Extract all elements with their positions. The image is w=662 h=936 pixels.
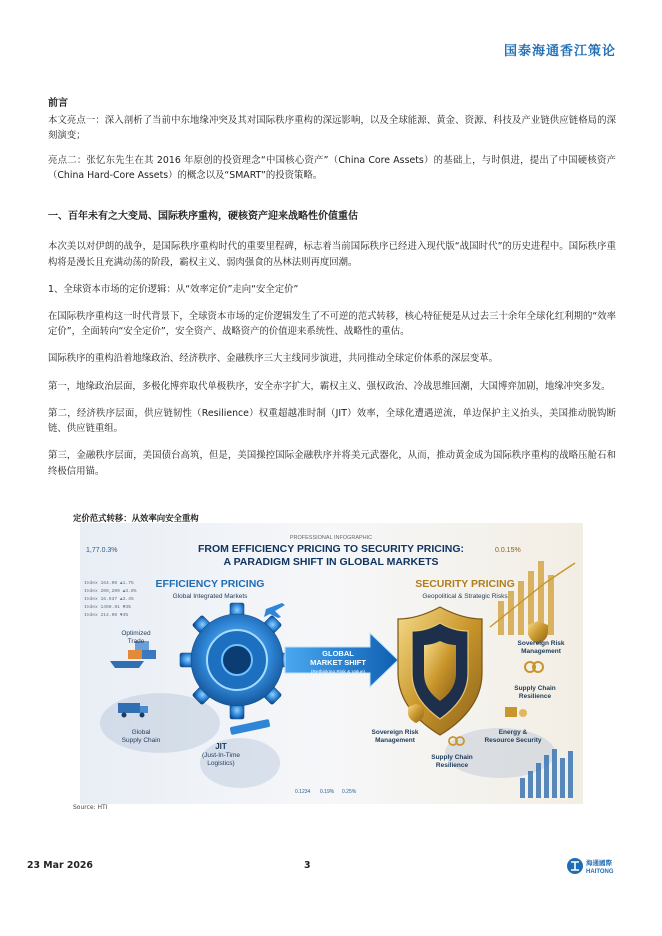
section-intro: 本次美以对伊朗的战争，是国际秩序重构时代的重要里程碑，标志着当前国际秩序已经进入现代版“战国时代”的历史进程中。国际秩序重构将是漫长且充满动荡的阶段，霸权主义、弱肉强食的丛林法则再度回潮。	[48, 241, 616, 268]
figure-title-line2: A PARADIGM SHIFT IN GLOBAL MARKETS	[223, 556, 439, 568]
preface-point-2: 亮点二：张忆东先生在其 2016 年原创的投资理念“中国核心资产”（China Core Assets）的基础上，与时俱进，提出了中国硬核资产（China Hard-Core Assets）的概念以及“SMART”的投资策略。	[48, 154, 616, 181]
label-sovereign-risk: Management	[521, 648, 561, 655]
index-row: Index 200,200 ▲3.8%	[84, 589, 137, 594]
label-supply-chain-resilience: Resilience	[518, 693, 552, 700]
label-sovereign-risk: Management	[375, 737, 415, 744]
figure-tag: PROFESSIONAL INFOGRAPHIC	[289, 535, 373, 541]
preface-heading: 前言	[48, 98, 68, 109]
bottom-tick: 0.1234	[295, 789, 311, 795]
subsection-heading: 1、全球资本市场的定价逻辑：从“效率定价”走向“安全定价”	[48, 283, 299, 295]
ticker-right: 0.0.15%	[495, 547, 521, 554]
efficiency-subtitle: Global Integrated Markets	[172, 593, 248, 600]
security-title: SECURITY PRICING	[415, 578, 515, 590]
label-jit: JIT	[215, 742, 227, 751]
figure-title-line1: FROM EFFICIENCY PRICING TO SECURITY PRICING:	[197, 543, 465, 555]
label-jit: (Just-In-Time	[201, 752, 241, 759]
index-row: Index 214.00 ▼4%	[84, 613, 129, 618]
index-row: Index 1490.91 ▼3%	[84, 605, 131, 610]
label-sovereign-risk: Sovereign Risk	[371, 729, 419, 736]
paragraph-1: 在国际秩序重构这一时代背景下，全球资本市场的定价逻辑发生了不可逆的范式转移，核心特征便是从过去三十余年全球化红利期的“效率定价”，全面转向“安全定价”，安全资产、战略资产的价值迎来系统性、战略性的重估。	[48, 311, 616, 338]
security-subtitle: Geopolitical & Strategic Risks	[422, 593, 508, 600]
infographic	[80, 523, 583, 804]
figure-caption: 定价范式转移：从效率向安全重构	[73, 513, 199, 523]
label-supply-chain-resilience: Supply Chain	[431, 754, 473, 761]
label-optimized-trade: Trade	[127, 638, 145, 645]
ticker-left: 1,77.0.3%	[86, 547, 118, 554]
index-row: Index 16.937 ▲3.4%	[84, 597, 134, 602]
index-row: Index 164.00 ▲1.7%	[84, 581, 134, 586]
label-supply-chain-resilience: Supply Chain	[514, 685, 556, 692]
paragraph-5: 第三，金融秩序层面，美国债台高筑，但是，美国操控国际金融秩序并将美元武器化，从而，推动黄金成为国际秩序重构的战略压舱石和终极信用锚。	[48, 450, 616, 477]
header-title: 国泰海通香江策论	[503, 44, 616, 59]
footer-date: 23 Mar 2026	[27, 860, 93, 871]
label-global-supply-chain: Global	[131, 729, 151, 736]
bottom-tick: 0.25%	[342, 789, 357, 795]
logo-text-cn: 海通國際	[586, 859, 612, 867]
label-global-supply-chain: Supply Chain	[121, 737, 161, 744]
arrow-label: GLOBAL	[322, 649, 354, 658]
paragraph-2: 国际秩序的重构沿着地缘政治、经济秩序、金融秩序三大主线同步演进，共同推动全球定价体系的深层变革。	[48, 353, 499, 365]
label-optimized-trade: Optimized	[121, 630, 151, 637]
label-energy-security: Energy &	[498, 729, 528, 736]
arrow-label: (Rethinking Risk & Value)	[310, 670, 366, 675]
paragraph-3: 第一，地缘政治层面，多极化博弈取代单极秩序，安全赤字扩大，霸权主义、强权政治、冷战思维回潮，大国博弈加剧，地缘冲突多发。	[48, 380, 611, 392]
label-sovereign-risk: Sovereign Risk	[517, 640, 565, 647]
label-jit: Logistics)	[207, 760, 235, 767]
section-title: 一、百年未有之大变局、国际秩序重构，硬核资产迎来战略性价值重估	[48, 211, 358, 223]
haitong-logo	[566, 854, 622, 878]
preface-point-1: 本文亮点一：深入剖析了当前中东地缘冲突及其对国际秩序重构的深远影响，以及全球能源、黄金、资源、科技及产业链供应链格局的深刻演变；	[48, 115, 616, 142]
efficiency-title: EFFICIENCY PRICING	[155, 578, 265, 590]
paragraph-4: 第二，经济秩序层面，供应链韧性（Resilience）权重超越准时制（JIT）效率，全球化遭遇逆流，单边保护主义抬头，美国推动脱钩断链、供应链重组。	[48, 407, 616, 435]
main-content	[48, 96, 616, 491]
ship-icon	[110, 661, 144, 668]
label-energy-security: Resource Security	[484, 737, 542, 744]
page-number: 3	[304, 860, 311, 871]
bottom-tick: 0.19%	[320, 789, 335, 795]
figure-source: Source: HTI	[73, 804, 108, 811]
label-supply-chain-resilience: Resilience	[435, 762, 469, 769]
logo-text-en: HAITONG	[586, 869, 614, 875]
arrow-label: MARKET SHIFT	[310, 658, 366, 667]
